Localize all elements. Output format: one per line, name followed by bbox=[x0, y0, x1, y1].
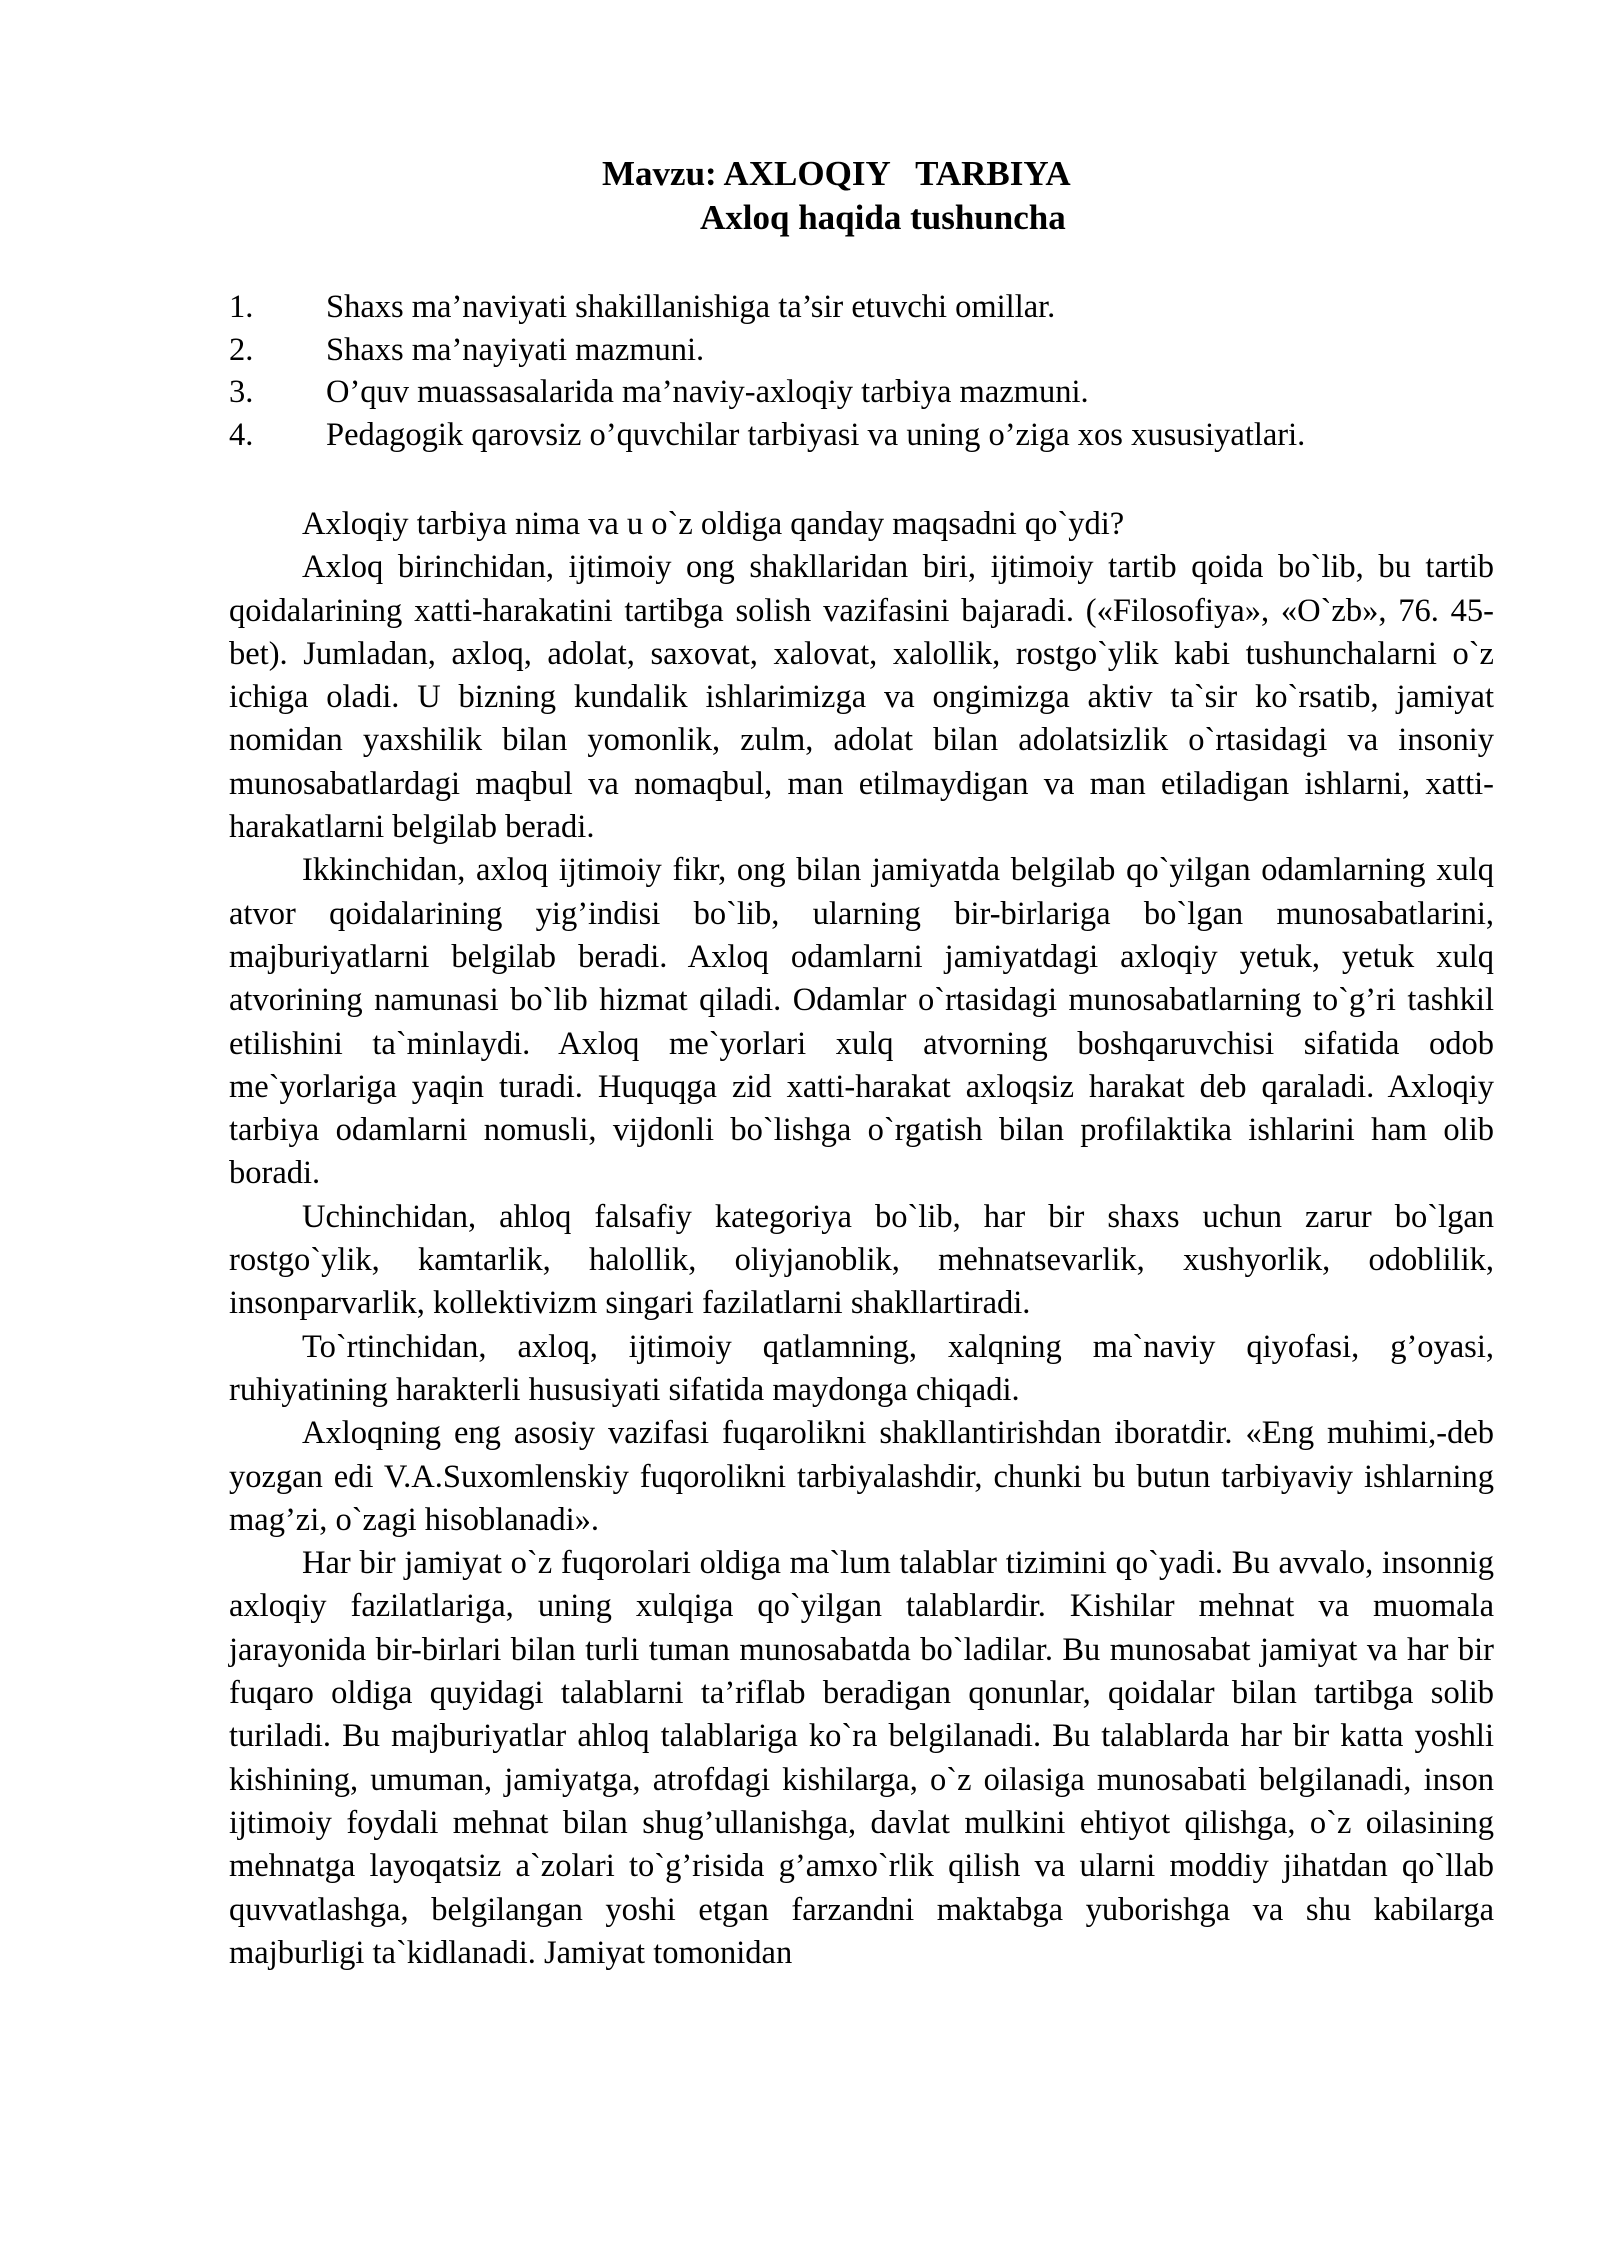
paragraph: To`rtinchidan, axloq, ijtimoiy qatlamning, xalqning ma`naviy qiyofasi, g’oyasi, ruhiyatining harakterli hususiyati sifatida maydonga chiqadi. bbox=[229, 1328, 1494, 1408]
plan-list bbox=[229, 286, 1469, 456]
paragraph-question: Axloqiy tarbiya nima va u o`z oldiga qanday maqsadni qo`ydi? bbox=[302, 506, 1125, 542]
paragraph: Axloqning eng asosiy vazifasi fuqarolikni shakllantirishdan iboratdir. «Eng muhimi,-deb yozgan edi V.A.Suxomlenskiy fuqorolikni tarbiyalashdir, chunki bu butun tarbiyaviy ishlarning mag’zi, o`zagi hisoblanadi». bbox=[229, 1415, 1494, 1538]
plan-item-number: 3. bbox=[229, 374, 254, 410]
plan-item-text: Pedagogik qarovsiz o’quvchilar tarbiyasi va uning o’ziga xos xususiyatlari. bbox=[326, 416, 1306, 453]
plan-item bbox=[229, 329, 1469, 372]
paragraph: Axloq birinchidan, ijtimoiy ong shakllaridan biri, ijtimoiy tartib qoida bo`lib, bu tartib qoidalarining xatti-harakatini tartibga solish vazifasini bajaradi. («Filosofiya», «O`zb», 76. 45-bet). Jumladan, axloq, adolat, saxovat, xalovat, xalollik, rostgo`ylik kabi tushunchalarni o`z ichiga oladi. U bizning kundalik ishlarimizga va ongimizga aktiv ta`sir ko`rsatib, jamiyat nomidan yaxshilik bilan yomonlik, zulm, adolat bilan adolatsizlik o`rtasidagi va insoniy munosabatlardagi maqbul va nomaqbul, man etilmaydigan va man etiladigan ishlarni, xatti-harakatlarni belgilab beradi. bbox=[229, 549, 1494, 846]
paragraph: Ikkinchidan, axloq ijtimoiy fikr, ong bilan jamiyatda belgilab qo`yilgan odamlarning xulq atvor qoidalarining yig’indisi bo`lib, ularning bir-birlariga bo`lgan munosabatlarini, majburiyatlarni belgilab beradi. Axloq odamlarni jamiyatdagi axloqiy yetuk, yetuk xulq atvorining namunasi bo`lib hizmat qiladi. Odamlar o`rtasidagi munosabatlarning to`g’ri tashkil etilishini ta`minlaydi. Axloq me`yorlari xulq atvorning boshqaruvchisi sifatida odob me`yorlariga yaqin turadi. Huquqga zid xatti-harakat axloqsiz harakat deb qaraladi. Axloqiy tarbiya odamlarni nomusli, vijdonli bo`lishga o`rgatish bilan profilaktika ishlarini ham olib boradi. bbox=[229, 852, 1494, 1192]
plan-item bbox=[229, 286, 1469, 329]
plan-item-number: 4. bbox=[229, 416, 254, 453]
paragraph: Har bir jamiyat o`z fuqorolari oldiga ma`lum talablar tizimini qo`yadi. Bu avvalo, insonnig axloqiy fazilatlariga, uning xulqiga qo`yilgan talablardir. Kishilar mehnat va muomala jarayonida bir-birlari bilan turli tuman munosabatda bo`ladilar. Bu munosabat jamiyat va har bir fuqaro oldiga quyidagi talablarni ta’riflab beradigan qonunlar, qoidalar bilan tartibga solib turiladi. Bu majburiyatlar ahloq talablariga ko`ra belgilanadi. Bu talablarda har bir katta yoshli kishining, umuman, jamiyatga, atrofdagi kishilarga, o`z oilasiga munosabati belgilanadi, inson ijtimoiy foydali mehnat bilan shug’ullanishga, davlat mulkini ehtiyot qilishga, o`z oilasining mehnatga layoqatsiz a`zolari to`g’risida g’amxo`rlik qilish va ularni moddiy jihatdan qo`llab quvvatlashga, belgilangan yoshi etgan farzandni maktabga yuborishga va shu kabilarga majburligi ta`kidlanadi. Jamiyat tomonidan bbox=[229, 1545, 1494, 1971]
topic-subtitle: Axloq haqida tushuncha bbox=[700, 198, 1066, 237]
plan-item bbox=[229, 371, 1469, 414]
paragraph: Uchinchidan, ahloq falsafiy kategoriya bo`lib, har bir shaxs uchun zarur bo`lgan rostgo`ylik, kamtarlik, halollik, oliyjanoblik, mehnatsevarlik, xushyorlik, odoblilik, insonparvarlik, kollektivizm singari fazilatlarni shakllartiradi. bbox=[229, 1198, 1494, 1322]
plan-item-number: 1. bbox=[229, 289, 254, 325]
plan-item bbox=[229, 414, 1469, 457]
topic-title: Mavzu: AXLOQIY TARBIYA bbox=[602, 154, 1071, 193]
body-text bbox=[229, 503, 1494, 1975]
plan-item-text: Shaxs ma’naviyati shakillanishiga ta’sir etuvchi omillar. bbox=[326, 289, 1056, 325]
plan-item-text: O’quv muassasalarida ma’naviy-axloqiy tarbiya mazmuni. bbox=[326, 374, 1089, 410]
plan-item-number: 2. bbox=[229, 331, 254, 368]
plan-item-text: Shaxs ma’nayiyati mazmuni. bbox=[326, 331, 705, 368]
